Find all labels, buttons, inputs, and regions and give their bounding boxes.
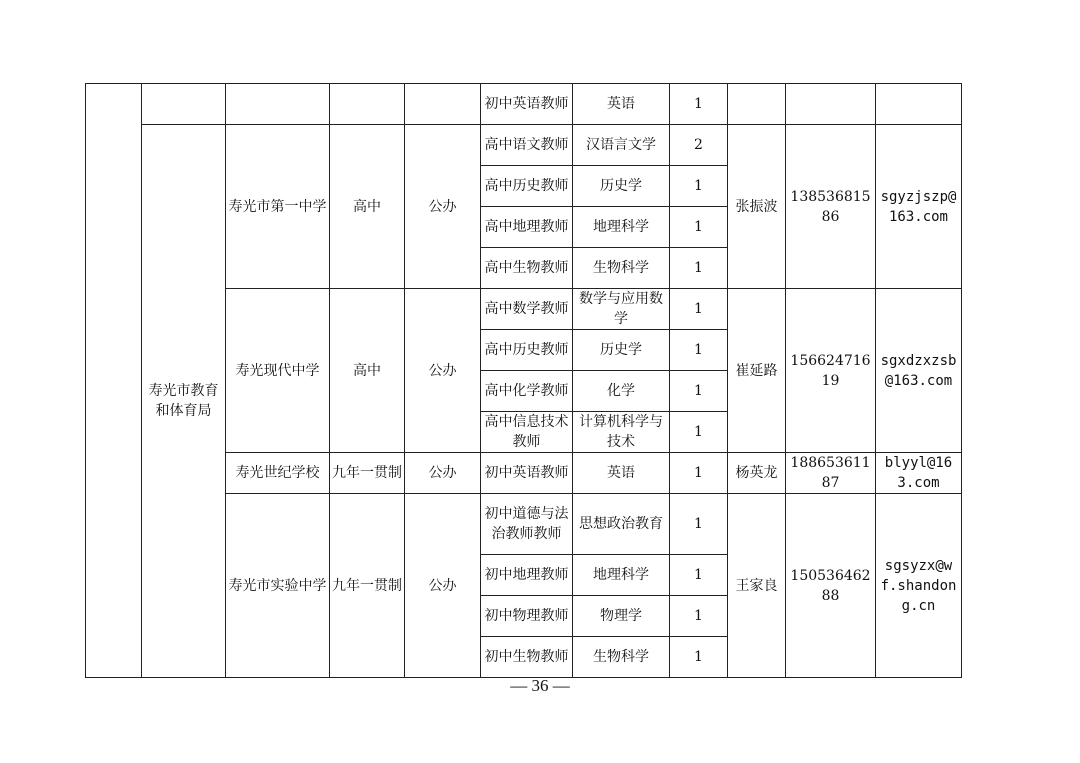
major-cell: 化学 [573, 371, 670, 412]
contact-cell: 王家良 [728, 494, 786, 678]
blank-cell [728, 84, 786, 125]
email-cell: sgsyzx@wf.shandong.cn [876, 494, 962, 678]
blank-cell [405, 84, 481, 125]
phone-cell: 13853681586 [786, 125, 876, 289]
major-cell: 英语 [573, 84, 670, 125]
major-cell: 生物科学 [573, 637, 670, 678]
count-cell: 1 [670, 596, 728, 637]
major-cell: 汉语言文学 [573, 125, 670, 166]
school-type-cell: 公办 [405, 289, 481, 453]
count-cell: 1 [670, 494, 728, 555]
count-cell: 1 [670, 453, 728, 494]
recruitment-table [85, 83, 962, 678]
major-cell: 地理科学 [573, 207, 670, 248]
position-cell: 高中信息技术教师 [481, 412, 573, 453]
count-cell: 1 [670, 248, 728, 289]
position-cell: 高中化学教师 [481, 371, 573, 412]
major-cell: 数学与应用数学 [573, 289, 670, 330]
position-cell: 初中地理教师 [481, 555, 573, 596]
page-number: — 36 — [510, 676, 570, 695]
email-cell: sgyzjszp@163.com [876, 125, 962, 289]
position-cell: 初中生物教师 [481, 637, 573, 678]
email-cell: blyyl@163.com [876, 453, 962, 494]
position-cell: 高中历史教师 [481, 330, 573, 371]
school-name-cell: 寿光市实验中学 [226, 494, 330, 678]
school-level-cell: 高中 [330, 289, 405, 453]
blank-cell [86, 84, 142, 678]
major-cell: 思想政治教育 [573, 494, 670, 555]
position-cell: 初中英语教师 [481, 453, 573, 494]
position-cell: 高中语文教师 [481, 125, 573, 166]
blank-cell [786, 84, 876, 125]
count-cell: 1 [670, 84, 728, 125]
table-row [86, 84, 962, 125]
position-cell: 初中物理教师 [481, 596, 573, 637]
count-cell: 1 [670, 289, 728, 330]
phone-cell: 15662471619 [786, 289, 876, 453]
blank-cell [330, 84, 405, 125]
table-row [86, 125, 962, 166]
count-cell: 1 [670, 371, 728, 412]
position-cell: 高中生物教师 [481, 248, 573, 289]
position-cell: 高中历史教师 [481, 166, 573, 207]
phone-cell: 15053646288 [786, 494, 876, 678]
major-cell: 计算机科学与技术 [573, 412, 670, 453]
count-cell: 1 [670, 330, 728, 371]
contact-cell: 杨英龙 [728, 453, 786, 494]
school-name-cell: 寿光市第一中学 [226, 125, 330, 289]
school-level-cell: 九年一贯制 [330, 453, 405, 494]
school-name-cell: 寿光世纪学校 [226, 453, 330, 494]
count-cell: 1 [670, 207, 728, 248]
school-level-cell: 九年一贯制 [330, 494, 405, 678]
position-cell: 高中数学教师 [481, 289, 573, 330]
major-cell: 历史学 [573, 330, 670, 371]
school-name-cell: 寿光现代中学 [226, 289, 330, 453]
blank-cell [226, 84, 330, 125]
count-cell: 1 [670, 555, 728, 596]
major-cell: 英语 [573, 453, 670, 494]
position-cell: 初中道德与法治教师教师 [481, 494, 573, 555]
contact-cell: 张振波 [728, 125, 786, 289]
school-type-cell: 公办 [405, 453, 481, 494]
department-cell: 寿光市教育和体育局 [142, 125, 226, 678]
email-cell: sgxdzxzsb@163.com [876, 289, 962, 453]
blank-cell [876, 84, 962, 125]
contact-cell: 崔延路 [728, 289, 786, 453]
major-cell: 历史学 [573, 166, 670, 207]
count-cell: 1 [670, 166, 728, 207]
position-cell: 初中英语教师 [481, 84, 573, 125]
blank-cell [142, 84, 226, 125]
major-cell: 生物科学 [573, 248, 670, 289]
count-cell: 1 [670, 412, 728, 453]
phone-cell: 18865361187 [786, 453, 876, 494]
count-cell: 1 [670, 637, 728, 678]
major-cell: 物理学 [573, 596, 670, 637]
count-cell: 2 [670, 125, 728, 166]
school-level-cell: 高中 [330, 125, 405, 289]
school-type-cell: 公办 [405, 494, 481, 678]
major-cell: 地理科学 [573, 555, 670, 596]
position-cell: 高中地理教师 [481, 207, 573, 248]
school-type-cell: 公办 [405, 125, 481, 289]
